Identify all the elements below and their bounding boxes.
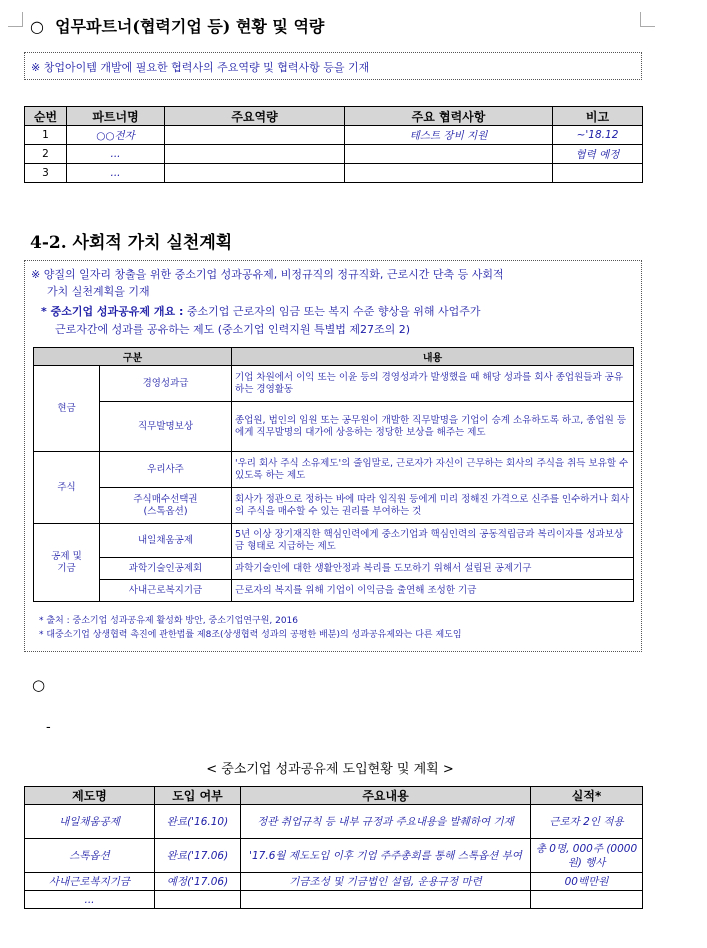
item-name: 과학기술인공제회: [100, 558, 232, 580]
table-row: [25, 164, 643, 183]
section3-bullet: ○: [32, 676, 46, 694]
section2-note-box: [24, 260, 642, 652]
table-row: [25, 839, 643, 873]
table-cell: 테스트 장비 지원: [345, 126, 553, 145]
table-cell: ...: [67, 164, 165, 183]
item-name: 직무발명보상: [100, 402, 232, 452]
table-row: [34, 452, 634, 488]
table-row: [34, 402, 634, 452]
partner-col-capability: 주요역량: [165, 107, 345, 126]
item-name: 주식매수선택권 (스톡옵션): [100, 488, 232, 524]
table-cell: 스톡옵션: [25, 839, 155, 873]
table-cell: 사내근로복지기금: [25, 873, 155, 891]
partner-col-no: 순번: [25, 107, 67, 126]
table-cell: 기금조성 및 기금법인 설립, 운용규정 마련: [241, 873, 531, 891]
table-cell: 정관 취업규칙 등 내부 규정과 주요내용을 발췌하여 기재: [241, 805, 531, 839]
table-cell: [553, 164, 643, 183]
partner-col-remark: 비고: [553, 107, 643, 126]
col-system-name: 제도명: [25, 787, 155, 805]
table-cell: 총 0명, 000주 (0000원) 행사: [531, 839, 643, 873]
table-cell: 1: [25, 126, 67, 145]
definition-label: * 중소기업 성과공유제 개요 :: [41, 305, 184, 318]
item-content: '우리 회사 주식 소유제도'의 줄임말로, 근로자가 자신이 근무하는 회사의 주식을 취득 보유할 수 있도록 하는 제도: [232, 452, 634, 488]
table-cell: 예정('17.06): [155, 873, 241, 891]
partner-col-name: 파트너명: [67, 107, 165, 126]
page-corner-mark-right: [640, 12, 655, 27]
table-row: [34, 580, 634, 602]
table-cell: [165, 164, 345, 183]
profit-sharing-header: [34, 348, 634, 366]
partner-col-cooperation: 주요 협력사항: [345, 107, 553, 126]
page-corner-mark-left: [8, 12, 23, 27]
table-cell: ~'18.12: [553, 126, 643, 145]
section2-note-line1: ※ 양질의 일자리 창출을 위한 중소기업 성과공유제, 비정규직의 정규직화, 근로시간 단축 등 사회적: [31, 268, 504, 281]
table-cell: 3: [25, 164, 67, 183]
col-content: 내용: [232, 348, 634, 366]
item-name: 내일채움공제: [100, 524, 232, 558]
table-cell: ○○전자: [67, 126, 165, 145]
item-content: 회사가 정관으로 정하는 바에 따라 임직원 등에게 미리 정해진 가격으로 신주를 인수하거나 회사의 주식을 매수할 수 있는 권리를 부여하는 것: [232, 488, 634, 524]
table-row: [34, 558, 634, 580]
col-adoption: 도입 여부: [155, 787, 241, 805]
profit-sharing-status-table: [24, 786, 643, 909]
table-cell: [165, 145, 345, 164]
item-name: 사내근로복지기금: [100, 580, 232, 602]
table-cell: [165, 126, 345, 145]
table-cell: ...: [25, 891, 155, 909]
table-cell: [155, 891, 241, 909]
section1-heading: [30, 14, 324, 37]
group-stock: 주식: [34, 452, 100, 524]
section1-note-box: [24, 52, 642, 80]
table-cell: [241, 891, 531, 909]
section2-note-line2: 가치 실천계획을 기재: [47, 285, 150, 298]
group-fund: 공제 및 기금: [34, 524, 100, 602]
table-cell: 근로자 2인 적용: [531, 805, 643, 839]
table-cell: ...: [67, 145, 165, 164]
item-name: 우리사주: [100, 452, 232, 488]
item-content: 기업 차원에서 이익 또는 이윤 등의 경영성과가 발생했을 때 해당 성과를 회사 종업원들과 공유하는 경영활동: [232, 366, 634, 402]
table-cell: 내일채움공제: [25, 805, 155, 839]
table-cell: '17.6월 제도도입 이후 기업 주주총회를 통해 스톡옵션 부여: [241, 839, 531, 873]
col-category: 구분: [34, 348, 232, 366]
item-content: 과학기술인에 대한 생활안정과 복리를 도모하기 위해서 설립된 공제기구: [232, 558, 634, 580]
table-row: [25, 805, 643, 839]
section2-definition: [41, 303, 480, 319]
table-row: [34, 524, 634, 558]
source-note-2: * 대중소기업 상생협력 촉진에 관한법률 제8조(상생협력 성과의 공평한 배분)의 성과공유제와는 다른 제도임: [39, 630, 462, 640]
item-content: 종업원, 법인의 임원 또는 공무원이 개발한 직무발명을 기업이 승계 소유하도록 하고, 종업원 등에게 직무발명의 대가에 상응하는 정당한 보상을 해주는 제도: [232, 402, 634, 452]
table-cell: 00백만원: [531, 873, 643, 891]
table-cell: [345, 164, 553, 183]
section2-definition-line2: 근로자간에 성과를 공유하는 제도 (중소기업 인력지원 특별법 제27조의 2): [55, 323, 411, 336]
item-content: 5년 이상 장기재직한 핵심인력에게 중소기업과 핵심인력의 공동적립금과 복리이자를 성과보상금 형태로 지급하는 제도: [232, 524, 634, 558]
table-row: [34, 488, 634, 524]
section3-dash: -: [46, 720, 51, 735]
group-cash: 현금: [34, 366, 100, 452]
table-row: [34, 366, 634, 402]
status-table-header: [25, 787, 643, 805]
table-cell: 완료('16.10): [155, 805, 241, 839]
table-row: [25, 873, 643, 891]
table-cell: [345, 145, 553, 164]
item-content: 근로자의 복지를 위해 기업이 이익금을 출연해 조성한 기금: [232, 580, 634, 602]
partner-table: [24, 106, 643, 183]
section1-bullet: ○: [30, 17, 44, 36]
partner-table-header: [25, 107, 643, 126]
col-results: 실적*: [531, 787, 643, 805]
table-cell: 완료('17.06): [155, 839, 241, 873]
profit-sharing-table: [33, 347, 634, 602]
table-row: [25, 891, 643, 909]
col-main-content: 주요내용: [241, 787, 531, 805]
table-row: [25, 145, 643, 164]
section1-note: ※ 창업아이템 개발에 필요한 협력사의 주요역량 및 협력사항 등을 기재: [31, 61, 370, 74]
source-note-1: * 출처 : 중소기업 성과공유제 활성화 방안, 중소기업연구원, 2016: [39, 616, 299, 626]
table-cell: 협력 예정: [553, 145, 643, 164]
table-cell: 2: [25, 145, 67, 164]
section3-caption: < 중소기업 성과공유제 도입현황 및 계획 >: [206, 762, 454, 777]
section1-title: 업무파트너(협력기업 등) 현황 및 역량: [55, 17, 325, 36]
item-name: 경영성과급: [100, 366, 232, 402]
table-row: [25, 126, 643, 145]
section2-title: 4-2. 사회적 가치 실천계획: [30, 233, 233, 253]
table-cell: [531, 891, 643, 909]
definition-text: 중소기업 근로자의 임금 또는 복지 수준 향상을 위해 사업주가: [183, 305, 481, 318]
